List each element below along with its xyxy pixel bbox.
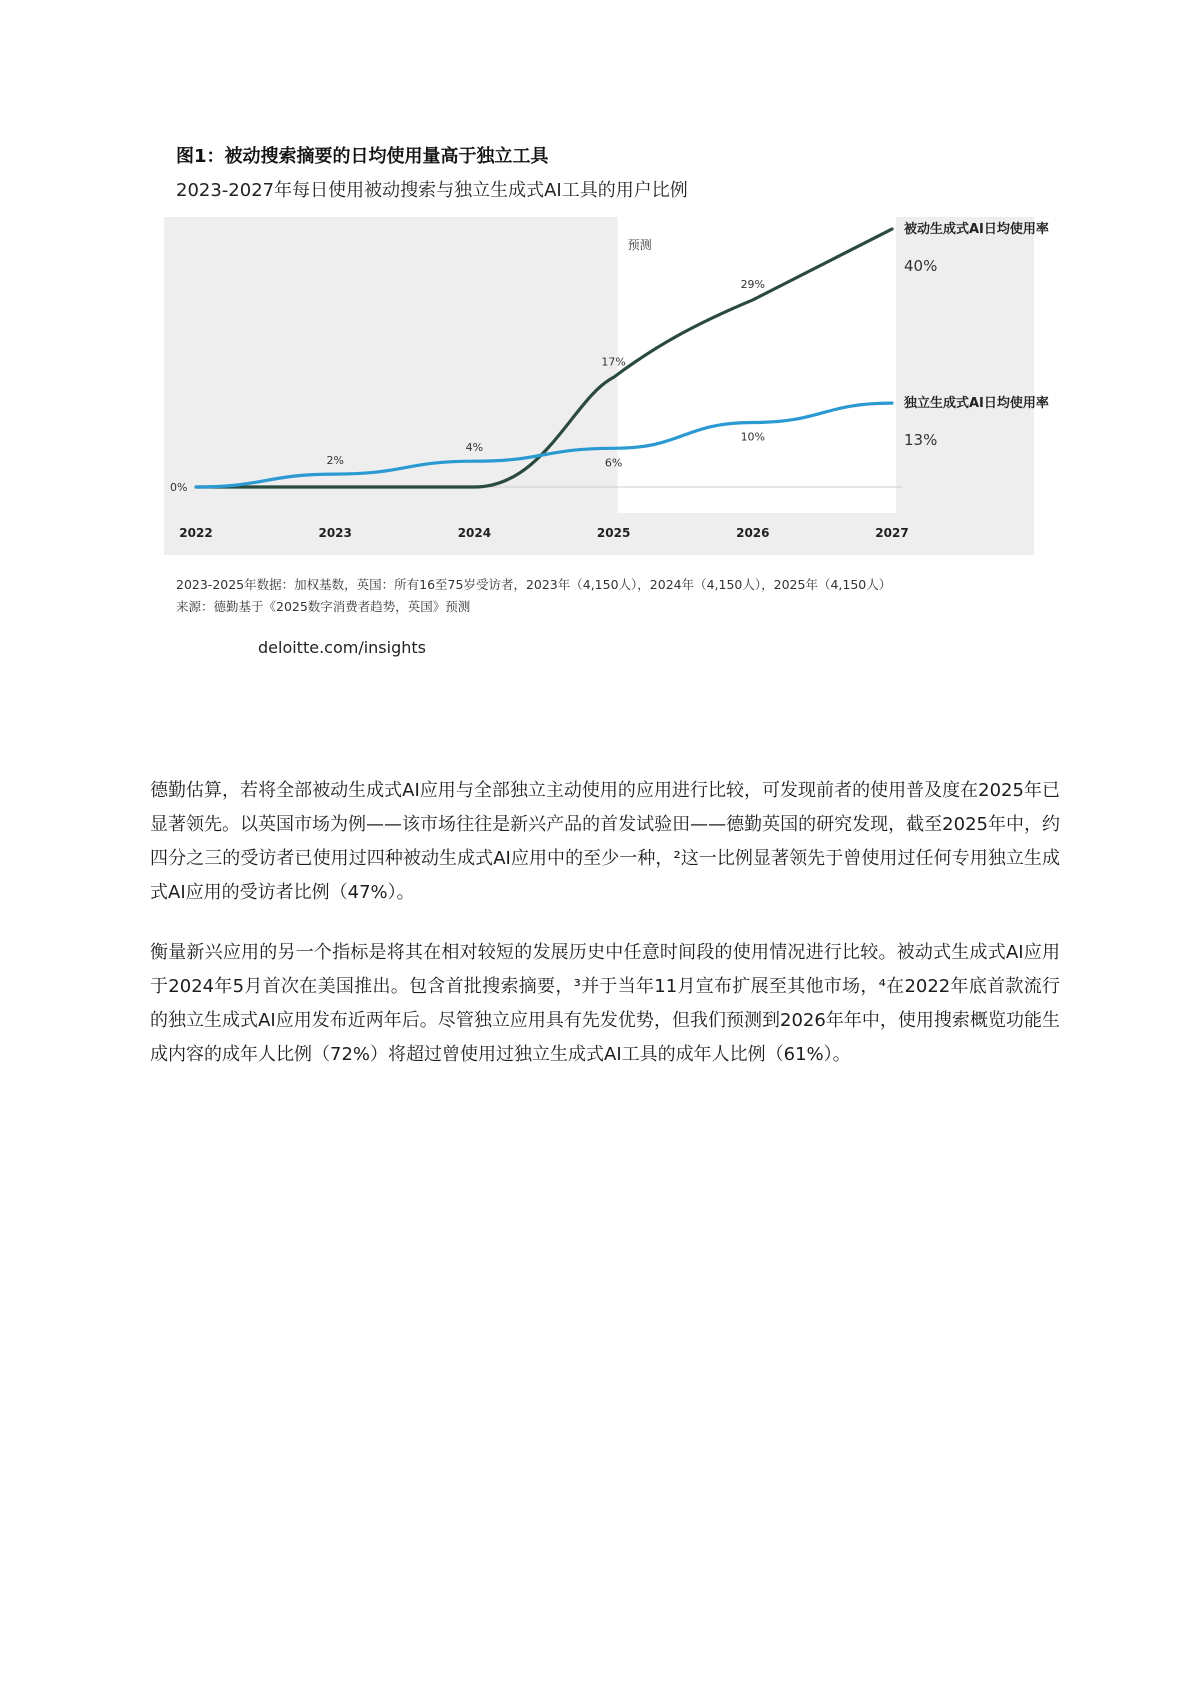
origin-label: 0% (170, 481, 188, 494)
forecast-region (618, 217, 896, 513)
data-label: 17% (601, 355, 626, 369)
chart-notes (176, 574, 891, 618)
line-chart (164, 217, 1049, 555)
x-tick-label: 2024 (457, 526, 492, 540)
figure-subtitle: 2023-2027年每日使用被动搜索与独立生成式AI工具的用户比例 (176, 180, 688, 201)
series-end-value: 13% (904, 431, 938, 450)
series-legend-name: 被动生成式AI日均使用率 (904, 222, 1049, 237)
data-label: 6% (604, 456, 623, 470)
figure-title: 图1：被动搜索摘要的日均使用量高于独立工具 (176, 146, 549, 167)
forecast-label: 预测 (627, 238, 652, 252)
notes-source: 来源：德勤基于《2025数字消费者趋势，英国》预测 (176, 599, 471, 614)
notes-base: 2023-2025年数据：加权基数，英国：所有16至75岁受访者，2023年（4,150人），2024年（4,150人），2025年（4,150人） (176, 577, 892, 592)
data-label: 29% (740, 277, 766, 291)
x-tick-label: 2025 (596, 526, 631, 540)
data-label: 10% (740, 430, 766, 444)
body-paragraph-2: 衡量新兴应用的另一个指标是将其在相对较短的发展历史中任意时间段的使用情况进行比较。被动式生成式AI应用于2024年5月首次在美国推出。包含首批搜索摘要，³并于当年11月宣布扩展至其他市场，⁴在2022年底首款流行的独立生成式AI应用发布近两年后。尽管独立应用具有先发优势，但我们预测到2026年年中，使用搜索概览功能生成内容的成年人比例（72%）将超过曾使用过独立生成式AI工具的成年人比例（61%）。 (150, 942, 1060, 1065)
deloitte-insights-link[interactable]: deloitte.com/insights (258, 638, 426, 657)
x-tick-label: 2023 (318, 526, 352, 540)
x-tick-label: 2027 (875, 526, 909, 540)
data-label: 4% (465, 441, 484, 455)
data-label: 2% (326, 454, 344, 468)
series-legend-name: 独立生成式AI日均使用率 (904, 396, 1049, 412)
x-tick-label: 2022 (179, 526, 213, 540)
body-paragraph-1: 德勤估算，若将全部被动生成式AI应用与全部独立主动使用的应用进行比较，可发现前者的使用普及度在2025年已显著领先。以英国市场为例——该市场往往是新兴产品的首发试验田——德勤英国的研究发现，截至2025年中，约四分之三的受访者已使用过四种被动生成式AI应用中的至少一种，²这一比例显著领先于曾使用过任何专用独立生成式AI应用的受访者比例（47%）。 (150, 780, 1060, 903)
x-tick-label: 2026 (736, 526, 770, 540)
series-end-value: 40% (904, 257, 938, 275)
